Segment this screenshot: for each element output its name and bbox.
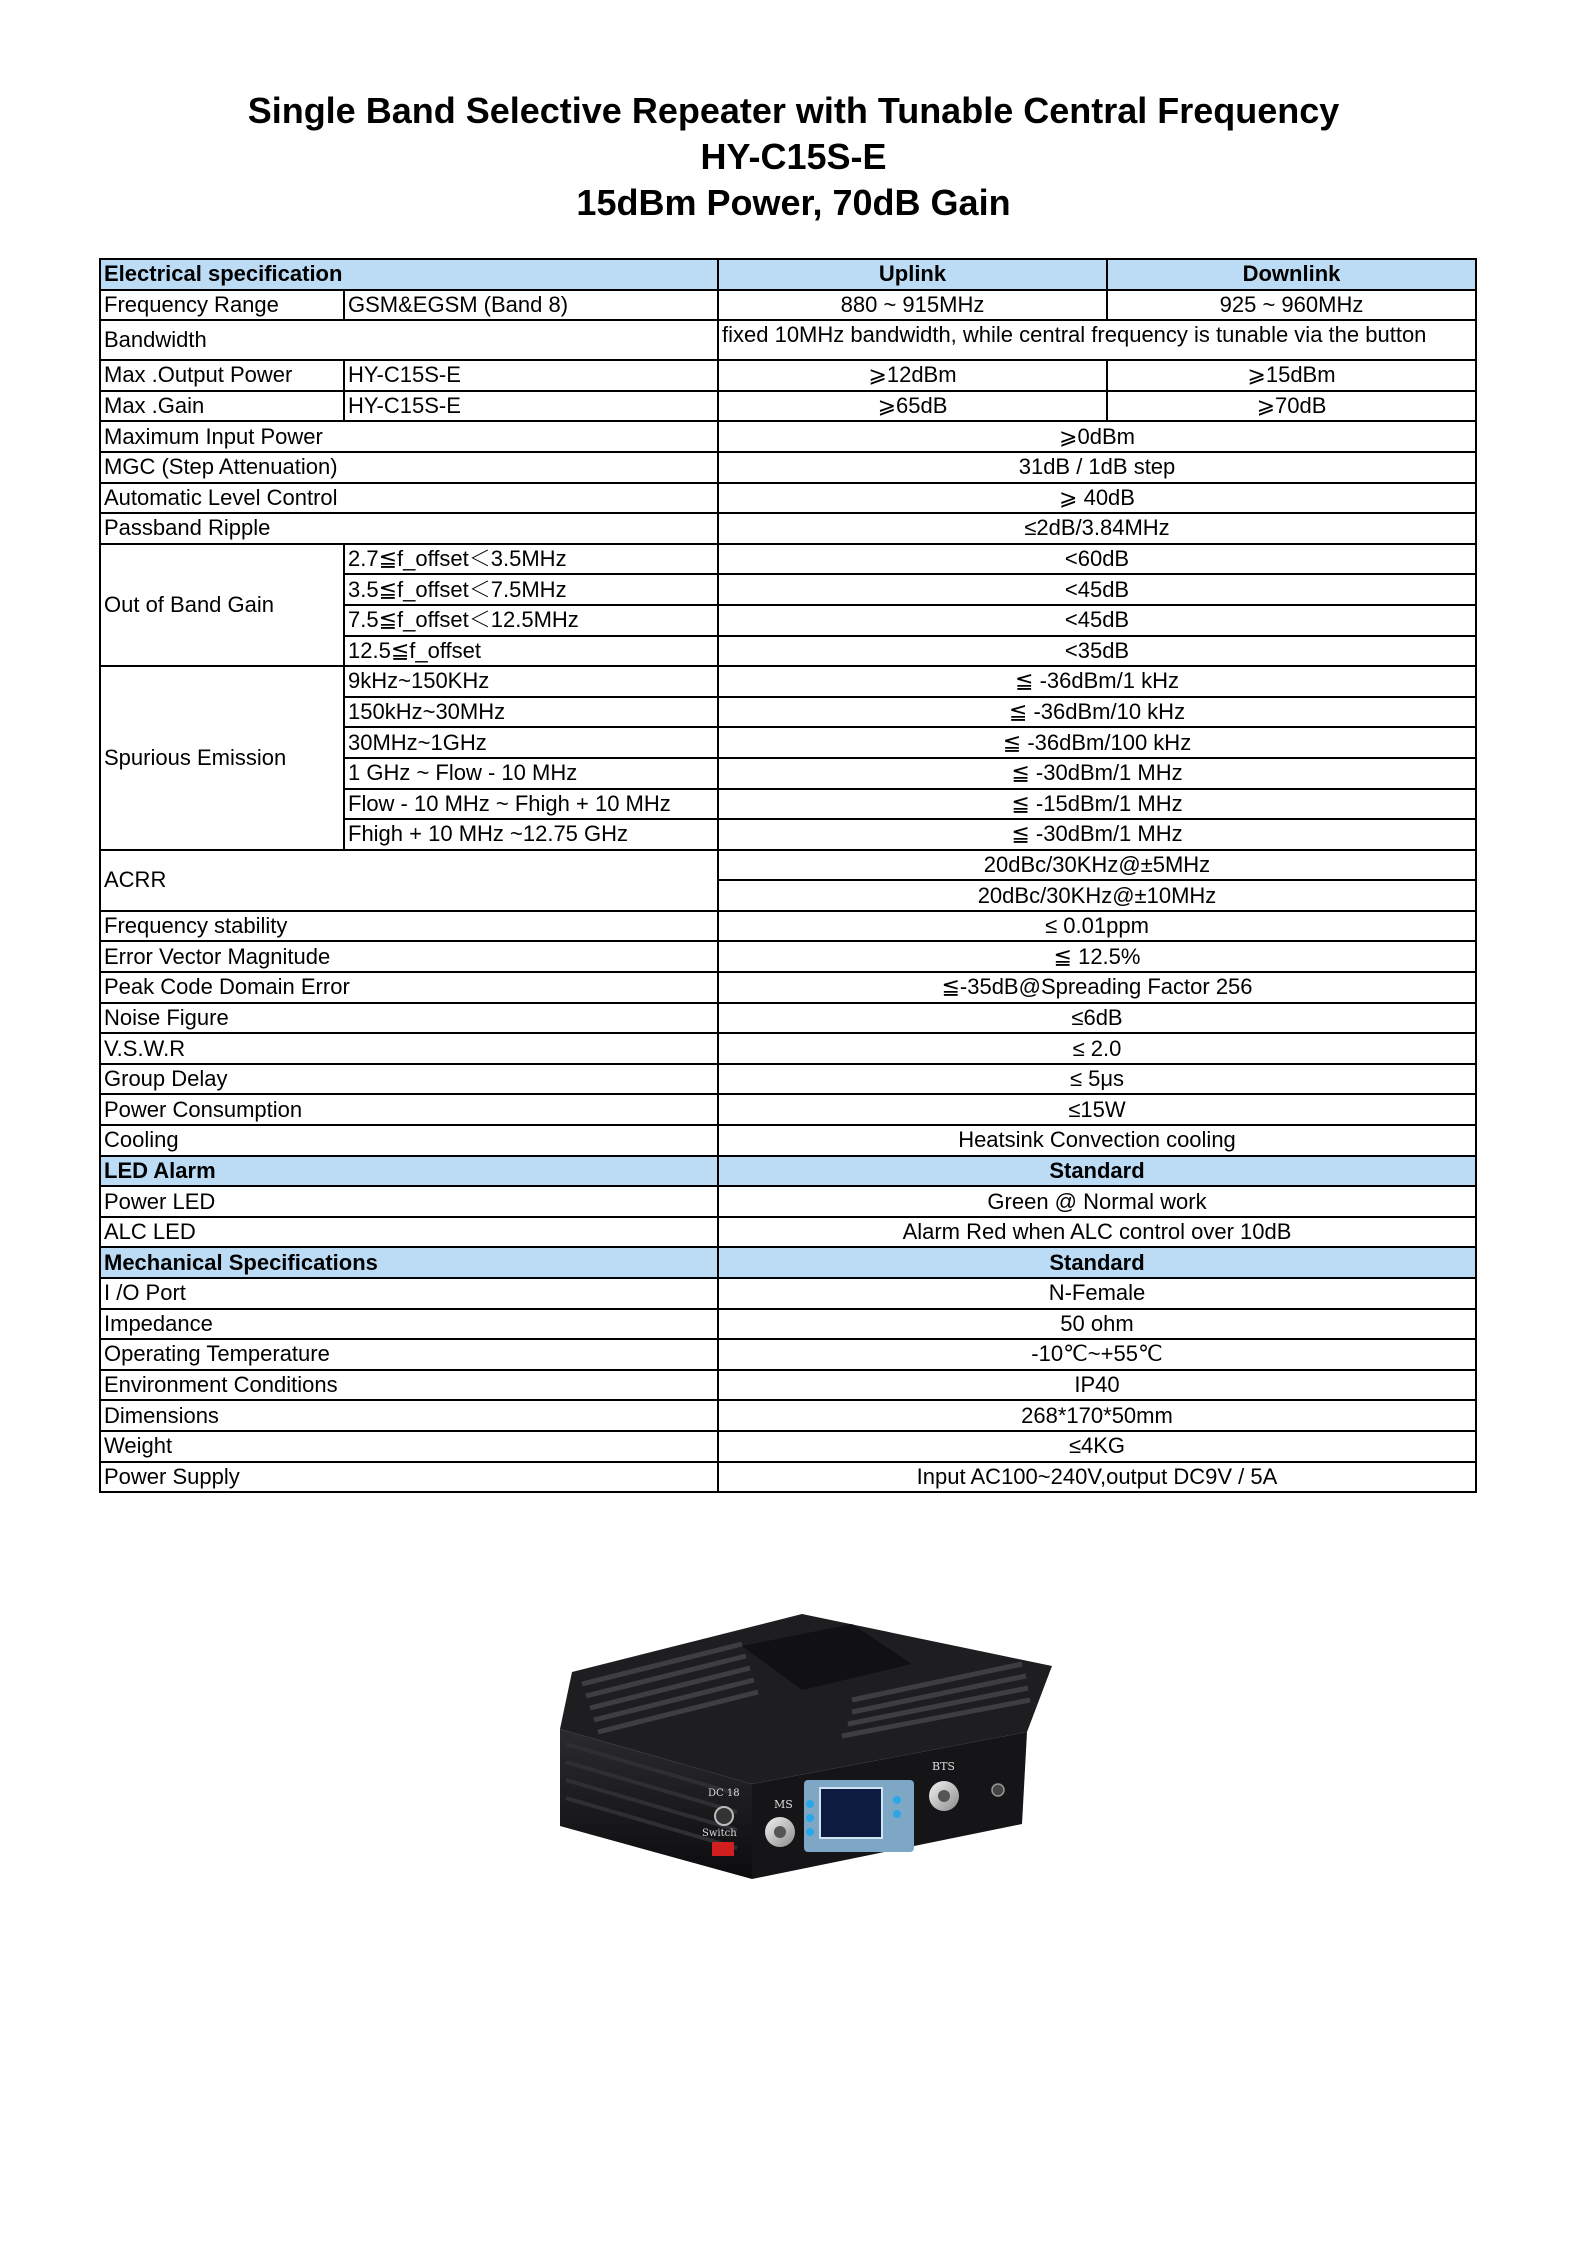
uplink-value: 880 ~ 915MHz [718,290,1107,321]
table-header-row [100,259,1476,290]
table-row [100,1309,1476,1340]
row-value: Input AC100~240V,output DC9V / 5A [718,1462,1476,1493]
row-label: Power Supply [100,1462,718,1493]
table-row [100,972,1476,1003]
row-label: Max .Output Power [100,360,344,391]
section-header-label: LED Alarm [100,1156,718,1187]
section-header-value: Standard [718,1247,1476,1278]
row-value: <45dB [718,574,1476,605]
row-value: IP40 [718,1370,1476,1401]
row-label: Error Vector Magnitude [100,941,718,972]
table-row [100,452,1476,483]
downlink-value: 925 ~ 960MHz [1107,290,1476,321]
header-downlink: Downlink [1107,259,1476,290]
doc-title: Single Band Selective Repeater with Tunable Central Frequency [247,90,1340,131]
row-value: ≦ 12.5% [718,941,1476,972]
led-indicator [893,1810,901,1818]
row-value: Alarm Red when ALC control over 10dB [718,1217,1476,1248]
table-row [100,1125,1476,1156]
ms-label: MS [774,1798,793,1811]
model-title: HY-C15S-E [700,136,887,177]
row-sublabel: 1 GHz ~ Flow - 10 MHz [344,758,718,789]
row-sublabel: Fhigh + 10 MHz ~12.75 GHz [344,819,718,850]
row-label: Maximum Input Power [100,421,718,452]
row-label: Operating Temperature [100,1339,718,1370]
row-value: ≤15W [718,1094,1476,1125]
row-value: ≦-35dB@Spreading Factor 256 [718,972,1476,1003]
row-label: Group Delay [100,1064,718,1095]
table-row [100,544,1476,575]
header-uplink: Uplink [718,259,1107,290]
row-value: ≦ -30dBm/1 MHz [718,758,1476,789]
row-label: Passband Ripple [100,513,718,544]
row-sublabel: 9kHz~150KHz [344,666,718,697]
row-value: ≦ -15dBm/1 MHz [718,789,1476,820]
row-label: Automatic Level Control [100,483,718,514]
led-indicator [893,1796,901,1804]
table-row [100,1094,1476,1125]
section-header-led [100,1156,1476,1187]
dc-jack [715,1807,733,1825]
switch-label: Switch [702,1828,737,1839]
row-label: Power Consumption [100,1094,718,1125]
row-value: 268*170*50mm [718,1400,1476,1431]
table-row [100,850,1476,881]
led-indicator [806,1828,814,1836]
row-label: ACRR [100,850,718,911]
row-value: ≤6dB [718,1003,1476,1034]
row-label: Dimensions [100,1400,718,1431]
row-value: 31dB / 1dB step [718,452,1476,483]
row-value: <45dB [718,605,1476,636]
row-sublabel: HY-C15S-E [344,391,718,422]
table-row [100,1462,1476,1493]
row-label: Out of Band Gain [100,544,344,666]
row-label: Weight [100,1431,718,1462]
lcd-screen [820,1788,882,1838]
section-header-label: Mechanical Specifications [100,1247,718,1278]
row-label: Noise Figure [100,1003,718,1034]
row-value: ≦ -36dBm/100 kHz [718,727,1476,758]
row-value: ⩾ 40dB [718,483,1476,514]
table-row [100,941,1476,972]
row-label: MGC (Step Attenuation) [100,452,718,483]
row-value: ≤ 2.0 [718,1033,1476,1064]
row-value: Heatsink Convection cooling [718,1125,1476,1156]
ground-screw [992,1784,1004,1796]
table-row [100,1186,1476,1217]
row-sublabel: 3.5≦f_offset＜7.5MHz [344,574,718,605]
row-label: I /O Port [100,1278,718,1309]
table-row [100,421,1476,452]
row-value: ≤ 5μs [718,1064,1476,1095]
row-value: <60dB [718,544,1476,575]
table-row [100,1370,1476,1401]
row-sublabel: 2.7≦f_offset＜3.5MHz [344,544,718,575]
table-row [100,1339,1476,1370]
row-value: 20dBc/30KHz@±10MHz [718,880,1476,911]
row-value: ≦ -30dBm/1 MHz [718,819,1476,850]
row-label: Spurious Emission [100,666,344,850]
uplink-value: ⩾65dB [718,391,1107,422]
row-value: 50 ohm [718,1309,1476,1340]
row-label: Cooling [100,1125,718,1156]
downlink-value: ⩾15dBm [1107,360,1476,391]
table-row [100,391,1476,422]
row-value: ≤4KG [718,1431,1476,1462]
row-sublabel: HY-C15S-E [344,360,718,391]
row-value: ≦ -36dBm/10 kHz [718,697,1476,728]
row-value: ≦ -36dBm/1 kHz [718,666,1476,697]
bts-connector-pin [938,1790,950,1802]
table-row [100,1033,1476,1064]
section-header-value: Standard [718,1156,1476,1187]
table-row [100,1400,1476,1431]
spec-table [99,258,1477,1493]
row-label: Power LED [100,1186,718,1217]
dc-label: DC 18 [708,1788,740,1799]
row-label: V.S.W.R [100,1033,718,1064]
row-sublabel: 7.5≦f_offset＜12.5MHz [344,605,718,636]
row-value: N-Female [718,1278,1476,1309]
table-row [100,360,1476,391]
row-label: Frequency stability [100,911,718,942]
row-value: ≤ 0.01ppm [718,911,1476,942]
table-row [100,911,1476,942]
spec-summary-title: 15dBm Power, 70dB Gain [576,182,1011,223]
table-row [100,320,1476,360]
table-row [100,290,1476,321]
row-label: Impedance [100,1309,718,1340]
bandwidth-value: fixed 10MHz bandwidth, while central frequency is tunable via the button [718,320,1476,360]
row-value: ≤2dB/3.84MHz [718,513,1476,544]
table-row [100,1064,1476,1095]
ms-connector-pin [774,1826,786,1838]
header-electrical: Electrical specification [100,259,718,290]
row-value: 20dBc/30KHz@±5MHz [718,850,1476,881]
table-row [100,1003,1476,1034]
section-header-mechanical [100,1247,1476,1278]
table-row [100,1217,1476,1248]
led-indicator [806,1814,814,1822]
row-sublabel: 30MHz~1GHz [344,727,718,758]
row-label: Frequency Range [100,290,344,321]
power-switch [712,1842,734,1856]
row-sublabel: 150kHz~30MHz [344,697,718,728]
row-label: Peak Code Domain Error [100,972,718,1003]
table-row [100,666,1476,697]
table-row [100,1278,1476,1309]
bts-label: BTS [932,1760,955,1773]
row-label: ALC LED [100,1217,718,1248]
row-label: Bandwidth [100,320,718,360]
led-indicator [806,1800,814,1808]
row-value: ⩾0dBm [718,421,1476,452]
row-value: <35dB [718,636,1476,667]
row-label: Environment Conditions [100,1370,718,1401]
table-row [100,1431,1476,1462]
uplink-value: ⩾12dBm [718,360,1107,391]
row-sublabel: Flow - 10 MHz ~ Fhigh + 10 MHz [344,789,718,820]
table-row [100,483,1476,514]
row-sublabel: 12.5≦f_offset [344,636,718,667]
repeater-device-image [552,1604,1072,1884]
row-value: Green @ Normal work [718,1186,1476,1217]
downlink-value: ⩾70dB [1107,391,1476,422]
row-value: -10℃~+55℃ [718,1339,1476,1370]
row-label: Max .Gain [100,391,344,422]
table-row [100,513,1476,544]
row-sublabel: GSM&EGSM (Band 8) [344,290,718,321]
